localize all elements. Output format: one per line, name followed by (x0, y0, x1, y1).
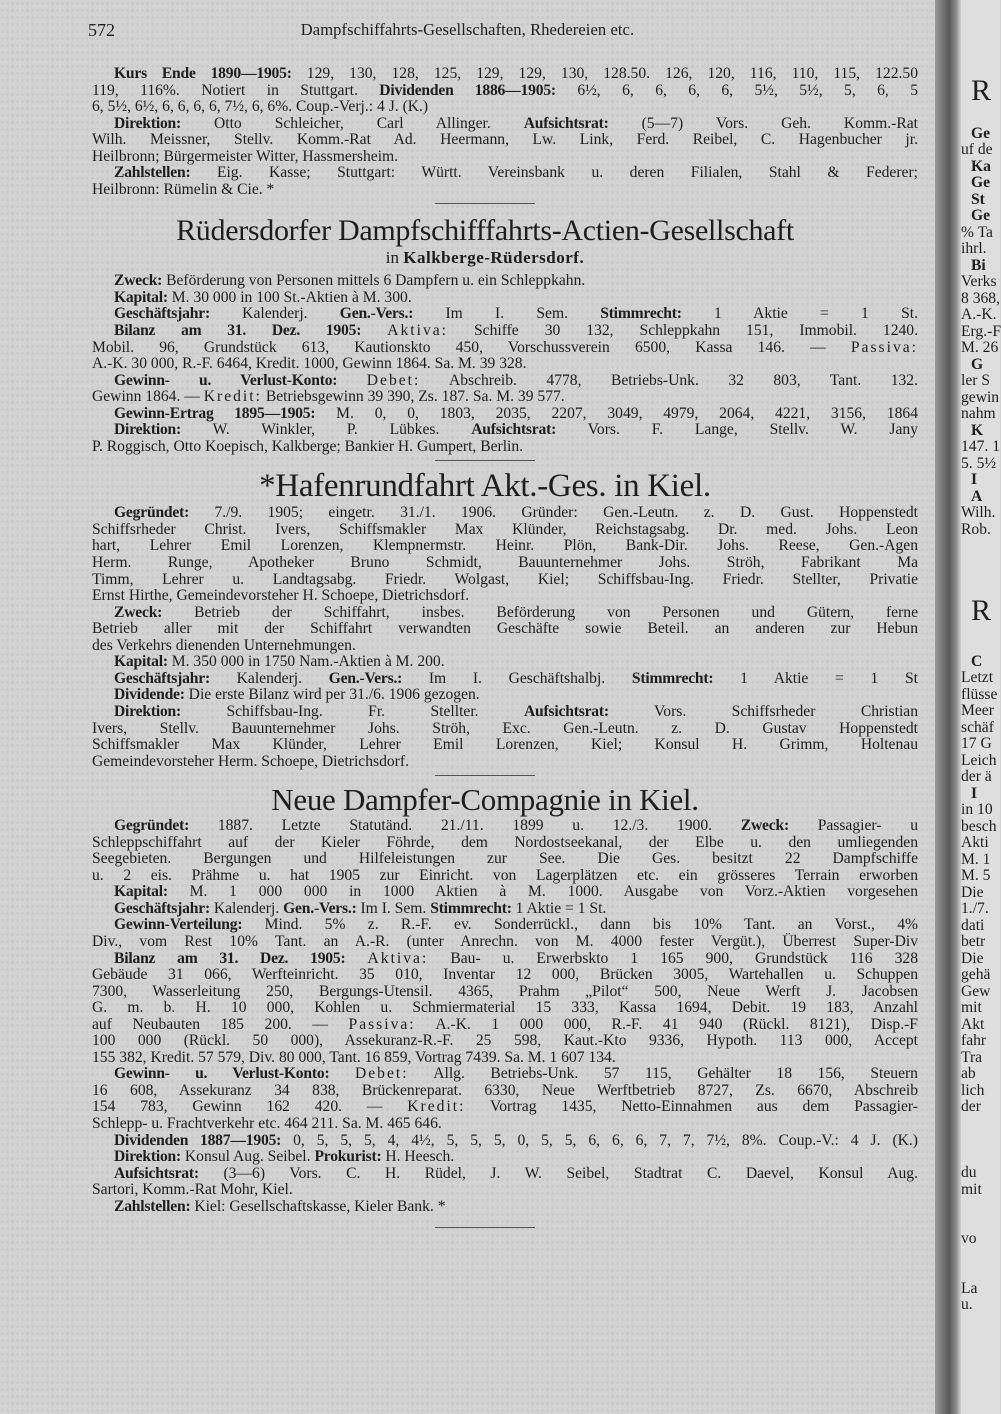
field-text: 155 382, Kredit. 57 579, Div. 80 000, Tant. 16 859, Vortrag 7439. Sa. M. 1 607 134. (92, 1048, 616, 1066)
field-text: Wilh. Meissner, Stellv. Komm.-Rat Ad. Heermann, Lw. Link, Ferd. Reibel, C. Hagenbucher jr. (92, 131, 918, 149)
next-page-text-fragment: gewin (961, 388, 1000, 406)
separator-rule (435, 203, 535, 204)
next-page-text-fragment: der (961, 1098, 981, 1115)
field-label: Zahlstellen: (114, 164, 191, 182)
field-text: 100 000 (Rückl. 50 000), Assekuranz-R.-F. 25 598, Kaut.-Kto 9336, Hypoth. 113 000, Accept (92, 1032, 918, 1050)
field-label: Gegründet: (114, 504, 190, 522)
text-column (92, 65, 919, 1228)
next-page-text-fragment: der ä (961, 768, 992, 785)
text-line (92, 654, 918, 671)
field-text: des Verkehrs dienenden Unternehmungen. (92, 636, 356, 654)
field-label: Stimmrecht: (631, 669, 714, 687)
entry-location (72, 248, 898, 267)
field-text: Schiffsbau-Ing. Fr. Stellter. (181, 702, 524, 720)
next-page-text-fragment: besch (961, 817, 997, 835)
text-line (92, 1000, 918, 1017)
text-line (92, 934, 918, 951)
field-label: Gen.-Vers.: (339, 305, 414, 323)
next-page-text-fragment: Gew (961, 982, 991, 1000)
field-text: G. m. b. H. 10 000, Kohlen u. Schmiermaterial 15 333, Kassa 1694, Debit. 19 183, Anzahl (92, 999, 918, 1017)
text-line (92, 66, 918, 83)
field-label: Direktion: (114, 702, 182, 720)
next-page-text-fragment: schäf (961, 718, 994, 736)
text-line (92, 951, 918, 968)
field-text: 119, 116%. Notiert in Stuttgart. (92, 81, 380, 99)
field-label: Kurs Ende 1890—1905: (114, 65, 292, 82)
field-label: Gegründet: (114, 817, 190, 835)
field-label: Zahlstellen: (114, 1197, 191, 1215)
next-page-text-fragment: G (971, 355, 984, 373)
text-line (92, 1099, 918, 1116)
field-text: Eig. Kasse; Stuttgart: Württ. Vereinsbank u. deren Filialen, Stahl & Federer; (190, 164, 918, 182)
spaced-label: Kredit: (203, 388, 262, 406)
text-line (92, 1033, 918, 1050)
text-line (92, 389, 918, 406)
spaced-label: Kredit: (407, 1098, 466, 1116)
next-page-text-fragment: M. 5 (961, 867, 991, 884)
text-line (92, 1050, 918, 1067)
entry-hafenrundfahrt (92, 467, 918, 770)
text-line (92, 621, 918, 638)
field-text: Schiffe 30 132, Schleppkahn 151, Immobil. 1240. (448, 322, 918, 340)
next-page-text-fragment: du (961, 1164, 977, 1181)
next-page-text-fragment: ler S (961, 372, 991, 389)
field-label: Prokurist: (314, 1148, 382, 1166)
next-page-text-fragment: u. (961, 1296, 973, 1313)
next-page-text-fragment: 5. 5½ (961, 454, 997, 472)
text-line (92, 356, 918, 373)
field-text: M. 350 000 in 1750 Nam.-Aktien à M. 200. (167, 653, 445, 671)
field-text: 7./9. 1905; eingetr. 31./1. 1906. Gründer: Gen.-Leutn. z. D. Gust. Hoppenstedt (189, 504, 918, 522)
next-page-text-fragment: mit (961, 1180, 982, 1198)
field-label: Aufsichtsrat: (471, 421, 557, 439)
field-text: 154 783, Gewinn 162 420. — (92, 1098, 408, 1116)
text-line (92, 1199, 918, 1216)
next-page-heading-fragment: R (971, 74, 992, 107)
page-number: 572 (88, 20, 115, 40)
field-text: Die erste Bilanz wird per 31./6. 1906 gezogen. (184, 686, 480, 704)
field-text: Beförderung von Personen mittels 6 Dampfern u. ein Schleppkahn. (162, 272, 586, 290)
field-text: 1 Aktie = 1 St (713, 669, 919, 687)
text-line (92, 835, 918, 852)
next-page-text-fragment: C (971, 652, 983, 670)
field-text: Mind. 5% z. R.-F. ev. Sonderrückl., dann bis 10% Tant. an Vorst., 4% (242, 916, 918, 934)
next-page-text-fragment: fahr (961, 1032, 987, 1049)
next-page-text-fragment: Die (961, 883, 984, 901)
field-text: A.-K. 30 000, R.-F. 6464, Kredit. 1000, Gewinn 1864. Sa. M. 39 328. (92, 355, 527, 373)
spaced-label: Aktiva: (367, 949, 429, 967)
field-text: Allg. Betriebs-Unk. 57 115, Gehälter 18 156, Steuern (408, 1065, 918, 1083)
text-line (92, 1116, 918, 1133)
next-page-text-fragment: Rob. (961, 520, 991, 538)
next-page-text-fragment: nahm (961, 405, 996, 422)
location-name: Kalkberge-Rüdersdorf. (403, 248, 585, 268)
field-label: Dividenden 1886—1905: (379, 81, 556, 99)
field-text: Kalenderj. (209, 305, 340, 323)
field-text: Betriebsgewinn 39 390, Zs. 187. Sa. M. 39 577. (261, 388, 565, 406)
field-text: Bau- u. Erwerbskto 1 165 900, Grundstück 116 328 (428, 949, 918, 967)
field-text: 6, 5½, 6½, 6, 6, 6, 6, 7½, 6, 6%. Coup.-Verj.: 4 J. (K.) (92, 98, 429, 116)
field-text (329, 1065, 355, 1082)
field-text: Kalenderj. (209, 899, 284, 917)
entry-neue-dampfer-compagnie (92, 782, 918, 1215)
text-line (92, 538, 918, 555)
field-label: Geschäftsjahr: (114, 669, 210, 687)
next-page-text-fragment: lich (961, 1081, 985, 1099)
text-line (92, 422, 918, 439)
field-label: Stimmrecht: (600, 305, 682, 323)
next-page-text-fragment: Akt (961, 1015, 985, 1033)
next-page-text-fragment: uf de (961, 141, 993, 158)
field-text: Passagier- u (788, 817, 918, 835)
field-text (337, 372, 366, 389)
field-text: M. 1 000 000 in 1000 Aktien à M. 1000. Ausgabe von Vorz.-Aktien vorgesehen (167, 883, 918, 901)
field-text: Konsul Aug. Seibel. (181, 1148, 315, 1166)
field-label: Zweck: (740, 817, 789, 835)
field-text: Schlepp- u. Frachtverkehr etc. 464 211. Sa. M. 465 646. (92, 1114, 442, 1132)
field-text: 129, 130, 128, 125, 129, 129, 130, 128.50. 126, 120, 116, 110, 115, 122.50 (291, 65, 918, 82)
text-line (92, 439, 918, 456)
text-line (92, 290, 918, 307)
text-line (92, 165, 918, 182)
next-page-text-fragment: Akti (961, 834, 989, 851)
field-text (345, 950, 367, 967)
entry-continuation (92, 66, 918, 198)
field-text: Schiffsmakler Max Klünder, Lehrer Emil Lorenzen, Kiel; Konsul H. Grimm, Holtenau (92, 736, 918, 754)
field-text (361, 322, 387, 339)
text-line (92, 505, 918, 522)
running-title: Dampfschiffahrts-Gesellschaften, Rhedereien etc. (300, 20, 635, 39)
entry-title: Neue Dampfer-Compagnie in Kiel. (271, 782, 699, 818)
next-page-text-fragment: M. 1 (961, 850, 991, 868)
field-text: 1887. Letzte Statutänd. 21./11. 1899 u. 12./3. 1900. (189, 817, 741, 835)
field-label: Zweck: (114, 603, 163, 621)
next-page-text-fragment: vo (961, 1230, 977, 1247)
text-line (92, 884, 918, 901)
text-line (92, 605, 918, 622)
field-label: Kapital: (114, 883, 168, 901)
next-page-text-fragment: Tra (961, 1048, 983, 1066)
field-label: Dividende: (114, 686, 185, 704)
text-line (92, 273, 918, 290)
field-label: Gewinn-Ertrag 1895—1905: (114, 404, 316, 422)
next-page-text-fragment: I (971, 471, 978, 488)
field-text: Gewinn 1864. — (92, 388, 204, 406)
field-text: Div., vom Rest 10% Tant. an A.-R. (unter Anrechn. von M. 4000 fester Vergüt.), Überrest Super-Div (92, 932, 918, 950)
next-page-text-fragment: flüsse (961, 685, 998, 703)
text-line (92, 340, 918, 357)
next-page-text-fragment: I (971, 784, 978, 802)
spaced-label: Debet: (354, 1065, 409, 1083)
text-line (92, 721, 918, 738)
separator-rule (435, 1227, 535, 1228)
entry-title: *Hafenrundfahrt Akt.-Ges. in Kiel. (259, 468, 711, 505)
text-line (92, 572, 918, 589)
field-label: Gen.-Vers.: (328, 669, 403, 687)
field-text: Abschreib. 4778, Betriebs-Unk. 32 803, Tant. 132. (420, 371, 918, 389)
field-text: Herm. Runge, Apotheker Bruno Schmidt, Bauunternehmer Johs. Ströh, Fabrikant Ma (92, 554, 918, 572)
next-page-text-fragment: K (971, 421, 984, 439)
next-page-text-fragment: ab (961, 1065, 976, 1082)
field-text: Betrieb aller mit der Schiffahrt verwandten Geschäfte sowie Beteil. an anderen zur Hebun (92, 620, 918, 638)
text-line (92, 687, 918, 704)
next-page-text-fragment: Ge (971, 174, 991, 191)
field-text: Ernst Hirthe, Gemeindevorsteher H. Schoepe, Dietrichsdorf. (92, 587, 470, 605)
text-line (92, 704, 918, 721)
spaced-label: Debet: (366, 371, 421, 389)
text-line (92, 851, 918, 868)
next-page-text-fragment: St (971, 190, 985, 208)
field-label: Direktion: (114, 421, 182, 439)
field-label: Aufsichtsrat: (523, 114, 609, 132)
field-text: 0, 5, 5, 5, 4, 4½, 5, 5, 5, 0, 5, 5, 6, 6, 6, 7, 7, 7½, 8%. Coup.-V.: 4 J. (K.) (281, 1131, 918, 1149)
field-text: Schiffsrheder Christ. Ivers, Schiffsmakler Max Klünder, Reichstagsabg. Dr. med. Johs. Leon (92, 520, 918, 538)
next-page-text-fragment: Wilh. (961, 504, 996, 521)
next-page-text-fragment: Erg.-F (961, 322, 1001, 340)
text-line (92, 373, 918, 390)
field-text: 1 Aktie = 1 St. (511, 899, 607, 917)
field-label: Gen.-Vers.: (283, 899, 357, 917)
next-page-heading-fragment: R (971, 593, 992, 627)
field-label: Zweck: (114, 272, 163, 290)
next-page-text-fragment: 1./7. (961, 900, 989, 917)
field-label: Direktion: (114, 114, 182, 132)
text-line (92, 406, 918, 423)
field-label: Gewinn- u. Verlust-Konto: (114, 371, 338, 389)
text-line (92, 1182, 918, 1199)
field-text: Timm, Lehrer u. Landtagsabg. Friedr. Wolgast, Kiel; Schiffsbau-Ing. Friedr. Stellter, Privatie (92, 570, 918, 588)
next-page-text-fragment: mit (961, 999, 982, 1016)
text-line (92, 1166, 918, 1183)
field-text: Gemeindevorsteher Herm. Schoepe, Dietrichsdorf. (92, 752, 409, 770)
field-text: hart, Lehrer Emil Lorenzen, Klempnermstr. Heinr. Plön, Bank-Dir. Johs. Reese, Gen.-Agen (92, 537, 918, 555)
next-page-text-fragment: % Ta (961, 223, 993, 241)
field-text: Betrieb der Schiffahrt, insbes. Beförderung von Personen und Gütern, ferne (162, 603, 918, 621)
next-page-text-fragment: Verks (961, 273, 997, 290)
text-line (92, 868, 918, 885)
field-text: (3—6) Vors. C. H. Rüdel, J. W. Seibel, Stadtrat C. Daevel, Konsul Aug. (198, 1164, 918, 1182)
text-line (92, 1017, 918, 1034)
field-text: P. Roggisch, Otto Koepisch, Kalkberge; Bankier H. Gumpert, Berlin. (92, 437, 524, 455)
field-text: Kiel: Gesellschaftskasse, Kieler Bank. * (190, 1197, 446, 1215)
field-text: Im I. Sem. (356, 899, 431, 917)
field-text: 7300, Wasserleitung 250, Bergungs-Utensil. 4365, Prahm „Pilot“ 500, Neue Werft J. Jacobsen (92, 982, 918, 1000)
field-label: Aufsichtsrat: (524, 702, 609, 720)
field-label: Dividenden 1887—1905: (114, 1131, 282, 1149)
field-text: W. Winkler, P. Lübkes. (181, 421, 472, 439)
text-line (92, 555, 918, 572)
text-line (92, 149, 918, 166)
location-prefix: in (385, 248, 404, 268)
text-line (92, 901, 918, 918)
field-text: Gebäude 31 066, Werfteinricht. 35 010, Inventar 12 000, Brücken 3005, Wartehallen u. Schuppen (92, 966, 918, 984)
field-label: Bilanz am 31. Dez. 1905: (114, 949, 346, 967)
next-page-text-fragment: Leich (961, 751, 997, 769)
next-page-text-fragment: A.-K. (961, 306, 997, 323)
next-page-text-fragment: Meer (961, 702, 994, 719)
field-label: Aufsichtsrat: (114, 1164, 199, 1182)
entry-title: Rüdersdorfer Dampfschifffahrts-Actien-Gesellschaft (176, 214, 794, 248)
separator-rule (435, 460, 535, 461)
next-page-text-fragment: M. 26 (961, 339, 999, 356)
text-line (92, 737, 918, 754)
field-text: u. 2 eis. Prähme u. hat 1905 zur Einricht. von Lagerplätzen etc. ein grösseres Terrain erworben (92, 866, 918, 884)
text-line (92, 917, 918, 934)
field-text: Heilbronn: Rümelin & Cie. * (92, 180, 275, 198)
field-text: (5—7) Vors. Geh. Komm.-Rat (608, 114, 918, 132)
next-page-text-fragment: 147. 1 (961, 438, 1000, 455)
field-text: Seegebieten. Bergungen und Hilfeleistungen zur See. Die Ges. besitzt 22 Dampfschiffe (92, 850, 918, 868)
field-text: Otto Schleicher, Carl Allinger. (181, 114, 524, 132)
next-page-text-fragment: Die (961, 949, 984, 967)
text-line (92, 984, 918, 1001)
separator-rule (435, 775, 535, 776)
text-line (92, 132, 918, 149)
field-text: Vortrag 1435, Netto-Einnahmen aus dem Passagier- (465, 1098, 918, 1116)
field-label: Stimmrecht: (430, 899, 512, 917)
book-gutter (935, 0, 961, 1414)
text-line (92, 1083, 918, 1100)
field-text: Vors. Schiffsrheder Christian (608, 702, 918, 720)
next-page-text-fragment: 17 G (961, 735, 992, 752)
field-text: A.-K. 1 000 000, R.-F. 41 940 (Rückl. 8121), Disp.-F (415, 1015, 918, 1033)
next-page-text-fragment: 8 368, (961, 289, 1000, 307)
next-page-edge (961, 0, 1000, 1414)
field-text: 16 608, Assekuranz 34 838, Brückenreparat. 6330, Neue Werftbetrieb 8727, Zs. 6670, Abschreib (92, 1081, 918, 1099)
text-line (92, 1066, 918, 1083)
next-page-text-fragment: Ge (971, 124, 991, 142)
field-label: Gewinn- u. Verlust-Konto: (114, 1065, 330, 1083)
field-label: Geschäftsjahr: (114, 899, 210, 917)
next-page-text-fragment: Letzt (961, 669, 994, 686)
field-text: Ivers, Stellv. Bauunternehmer Johs. Ströh, Exc. Gen.-Leutn. z. D. Gustav Hoppenstedt (92, 719, 918, 737)
field-text: Kalenderj. (209, 669, 329, 687)
text-line (92, 638, 918, 655)
next-page-text-fragment: La (961, 1279, 978, 1297)
field-text: M. 30 000 in 100 St.-Aktien à M. 300. (167, 288, 412, 306)
next-page-text-fragment: dati (961, 916, 985, 934)
text-line (92, 522, 918, 539)
field-text: Im I. Sem. (413, 305, 601, 323)
text-line (92, 323, 918, 340)
spaced-label: Aktiva: (387, 322, 448, 340)
field-text: Sartori, Komm.-Rat Mohr, Kiel. (92, 1181, 293, 1199)
entry-ruedersdorfer (92, 214, 918, 455)
next-page-text-fragment: A (971, 487, 983, 505)
next-page-text-fragment: Bi (971, 256, 986, 274)
field-label: Kapital: (114, 288, 168, 306)
next-page-text-fragment: Ge (971, 207, 991, 224)
text-line (92, 818, 918, 835)
text-line (92, 182, 918, 199)
text-line (92, 306, 918, 323)
field-label: Kapital: (114, 653, 168, 671)
text-line (92, 754, 918, 771)
next-page-text-fragment: gehä (961, 966, 991, 983)
next-page-text-fragment: Ka (971, 157, 991, 175)
field-label: Gewinn-Verteilung: (114, 916, 243, 934)
text-line (92, 1133, 918, 1150)
field-text: 1 Aktie = 1 St. (681, 305, 918, 323)
field-text: Heilbronn; Bürgermeister Witter, Hassmersheim. (92, 147, 399, 165)
field-text: auf Neubauten 185 200. — (92, 1015, 349, 1033)
field-text: Mobil. 96, Grundstück 613, Kautionskto 450, Vorschussverein 6500, Kassa 146. — (92, 338, 851, 356)
spaced-label: Passiva: (348, 1015, 416, 1033)
field-text: Schleppschiffahrt auf der Kieler Föhrde, dem Nordostseekanal, der Elbe u. den umliegenden (92, 833, 918, 851)
text-line (92, 967, 918, 984)
next-page-text-fragment: in 10 (961, 801, 993, 818)
text-line (92, 671, 918, 688)
text-line (92, 99, 918, 116)
field-label: Direktion: (114, 1148, 182, 1166)
field-label: Bilanz am 31. Dez. 1905: (114, 322, 362, 340)
next-page-text-fragment: ihrl. (961, 240, 987, 257)
field-text: M. 0, 0, 1803, 2035, 2207, 3049, 4979, 2064, 4221, 3156, 1864 (315, 404, 918, 422)
text-line (92, 588, 918, 605)
field-text: Im I. Geschäftshalbj. (402, 669, 632, 687)
spaced-label: Passiva: (850, 338, 918, 356)
text-line (92, 116, 918, 133)
field-text: 6½, 6, 6, 6, 6, 5½, 5½, 5, 6, 5 (555, 81, 919, 99)
field-text: Vors. F. Lange, Stellv. W. Jany (556, 421, 918, 439)
next-page-text-fragment: betr (961, 933, 986, 950)
text-line (92, 83, 918, 100)
field-text: H. Heesch. (381, 1148, 455, 1166)
field-label: Geschäftsjahr: (114, 305, 210, 323)
text-line (92, 1149, 918, 1166)
